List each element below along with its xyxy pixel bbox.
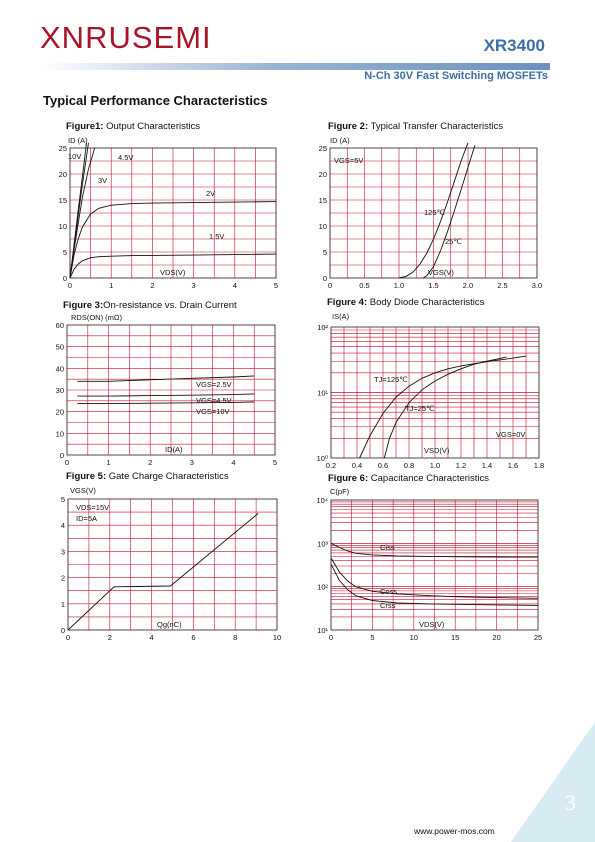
annotation-label: TJ=25℃ bbox=[405, 404, 435, 413]
annotation-label: 3V bbox=[98, 176, 108, 185]
x-tick-label: 0 bbox=[327, 281, 333, 290]
y-tick-label: 5 bbox=[62, 248, 67, 257]
x-tick-label: 3 bbox=[189, 458, 194, 467]
y-tick-label: 10 bbox=[58, 222, 67, 231]
figure1-title-text: Output Characteristics bbox=[103, 121, 201, 132]
y-tick-label: 10⁴ bbox=[316, 496, 328, 505]
y-tick-label: 30 bbox=[55, 386, 64, 395]
y-tick-label: 15 bbox=[58, 196, 67, 205]
annotation-label: VGS=4.5V bbox=[196, 396, 232, 405]
figure4-title-text: Body Diode Characteristics bbox=[367, 297, 485, 308]
x-axis-label: ID(A) bbox=[165, 445, 183, 454]
y-axis-label: IS(A) bbox=[332, 312, 350, 321]
figure2-title-text: Typical Transfer Characteristics bbox=[368, 121, 504, 132]
y-tick-label: 5 bbox=[60, 495, 65, 504]
annotation-label: ID=5A bbox=[76, 514, 98, 523]
y-axis-label: RDS(ON) (mΩ) bbox=[71, 313, 123, 322]
x-tick-label: 0 bbox=[328, 633, 334, 642]
x-axis-label: VGS(V) bbox=[428, 268, 454, 277]
x-tick-label: 2 bbox=[148, 458, 153, 467]
y-axis-label: VGS(V) bbox=[70, 486, 96, 495]
y-tick-label: 25 bbox=[58, 144, 67, 153]
annotation-label: VDS=15V bbox=[76, 503, 110, 512]
x-tick-label: 1.0 bbox=[429, 461, 441, 470]
x-tick-label: 4 bbox=[231, 458, 236, 467]
annotation-label: Crss bbox=[380, 601, 396, 610]
x-tick-label: 0 bbox=[67, 281, 73, 290]
x-tick-label: 4 bbox=[232, 281, 237, 290]
y-tick-label: 5 bbox=[322, 248, 327, 257]
x-tick-label: 0 bbox=[65, 633, 71, 642]
figure3-title-number: Figure 3: bbox=[63, 300, 104, 311]
annotation-label: 25℃ bbox=[445, 237, 462, 246]
x-tick-label: 1.6 bbox=[507, 461, 519, 470]
y-tick-label: 10¹ bbox=[317, 626, 328, 635]
annotation-label: VGS=5V bbox=[334, 156, 364, 165]
y-axis-label: ID (A) bbox=[68, 136, 88, 145]
y-axis-label: ID (A) bbox=[330, 136, 350, 145]
x-axis-label: VSD(V) bbox=[424, 446, 450, 455]
x-tick-label: 3.0 bbox=[531, 281, 543, 290]
y-axis-label: C(pF) bbox=[330, 487, 350, 496]
x-tick-label: 6 bbox=[191, 633, 196, 642]
y-tick-label: 0 bbox=[59, 451, 64, 460]
y-tick-label: 15 bbox=[318, 196, 327, 205]
figure5-title-text: Gate Charge Characteristics bbox=[106, 471, 229, 482]
annotation-label: VGS=10V bbox=[196, 407, 230, 416]
x-tick-label: 0.4 bbox=[351, 461, 363, 470]
x-tick-label: 2 bbox=[107, 633, 112, 642]
x-tick-label: 2 bbox=[150, 281, 155, 290]
x-axis-label: Qg(nC) bbox=[157, 620, 182, 629]
annotation-label: 10V bbox=[68, 152, 82, 161]
x-axis-label: VDS(V) bbox=[160, 268, 186, 277]
x-tick-label: 1.8 bbox=[533, 461, 545, 470]
y-tick-label: 3 bbox=[60, 547, 65, 557]
x-tick-label: 10 bbox=[409, 633, 418, 642]
annotation-label: VGS=0V bbox=[496, 430, 526, 439]
x-tick-label: 5 bbox=[272, 458, 278, 467]
y-tick-label: 10 bbox=[318, 222, 327, 231]
annotation-label: TJ=125℃ bbox=[374, 375, 408, 384]
y-tick-label: 0 bbox=[322, 274, 327, 283]
annotation-label: 125℃ bbox=[424, 208, 445, 217]
page-number: 3 bbox=[565, 790, 576, 815]
x-tick-label: 2.5 bbox=[497, 281, 508, 290]
x-tick-label: 4 bbox=[149, 633, 154, 642]
brand-logo: XNRUSEMI bbox=[40, 20, 212, 55]
x-tick-label: 0.8 bbox=[403, 461, 415, 470]
y-tick-label: 20 bbox=[58, 170, 67, 179]
x-tick-label: 1.5 bbox=[428, 281, 439, 290]
y-tick-label: 50 bbox=[55, 342, 64, 352]
y-tick-label: 10² bbox=[317, 582, 328, 592]
y-tick-label: 0 bbox=[62, 274, 67, 283]
figure5-title-number: Figure 5: bbox=[66, 471, 107, 482]
f6-grid bbox=[331, 500, 538, 630]
y-tick-label: 2 bbox=[60, 573, 65, 583]
y-tick-label: 10² bbox=[317, 323, 328, 332]
y-tick-label: 20 bbox=[318, 170, 327, 179]
y-tick-label: 4 bbox=[60, 521, 65, 531]
annotation-label: VGS=2.5V bbox=[196, 380, 232, 389]
device-subtitle: N-Ch 30V Fast Switching MOSFETs bbox=[364, 70, 548, 82]
figure6-title-number: Figure 6: bbox=[328, 473, 369, 484]
x-tick-label: 5 bbox=[273, 281, 279, 290]
y-tick-label: 60 bbox=[55, 321, 64, 330]
x-axis-label: VDS(V) bbox=[419, 620, 445, 629]
x-tick-label: 0.2 bbox=[325, 461, 337, 470]
y-tick-label: 0 bbox=[60, 626, 65, 635]
footer-url: www.power-mos.com bbox=[414, 826, 495, 836]
x-tick-label: 2.0 bbox=[462, 281, 474, 290]
figure1-title-number: Figure1: bbox=[66, 121, 104, 132]
y-tick-label: 10³ bbox=[317, 539, 328, 549]
x-tick-label: 1.4 bbox=[481, 461, 493, 470]
y-tick-label: 20 bbox=[55, 407, 64, 417]
x-tick-label: 10 bbox=[272, 633, 282, 642]
x-tick-label: 1 bbox=[106, 458, 111, 467]
x-tick-label: 1.2 bbox=[455, 461, 467, 470]
y-tick-label: 10⁰ bbox=[316, 454, 328, 463]
part-number: XR3400 bbox=[483, 36, 545, 55]
x-tick-label: 5 bbox=[370, 633, 375, 642]
x-tick-label: 0.5 bbox=[359, 281, 370, 290]
annotation-label: 1.5V bbox=[209, 232, 225, 241]
x-tick-label: 1.0 bbox=[393, 281, 405, 290]
section-title: Typical Performance Characteristics bbox=[43, 93, 268, 108]
annotation-label: Ciss bbox=[380, 543, 395, 552]
figure4-title-number: Figure 4: bbox=[327, 297, 368, 308]
x-tick-label: 1 bbox=[109, 281, 114, 290]
x-tick-label: 15 bbox=[451, 633, 460, 642]
y-tick-label: 40 bbox=[55, 364, 64, 374]
annotation-label: 2V bbox=[206, 189, 216, 198]
figure2-title-number: Figure 2: bbox=[328, 121, 369, 132]
x-tick-label: 8 bbox=[233, 633, 238, 642]
y-tick-label: 10 bbox=[55, 429, 64, 439]
y-tick-label: 25 bbox=[318, 144, 327, 153]
figure3-title-text: On-resistance vs. Drain Current bbox=[103, 300, 237, 311]
annotation-label: Coss bbox=[380, 587, 398, 596]
annotation-label: 4.5V bbox=[118, 153, 134, 162]
x-tick-label: 20 bbox=[492, 633, 501, 642]
x-tick-label: 0 bbox=[64, 458, 70, 467]
x-tick-label: 3 bbox=[191, 281, 196, 290]
y-tick-label: 1 bbox=[60, 599, 65, 609]
y-tick-label: 10¹ bbox=[317, 388, 328, 398]
corner-decoration bbox=[511, 722, 595, 842]
x-tick-label: 25 bbox=[533, 633, 543, 642]
x-tick-label: 0.6 bbox=[377, 461, 389, 470]
figure6-title-text: Capacitance Characteristics bbox=[368, 473, 490, 484]
